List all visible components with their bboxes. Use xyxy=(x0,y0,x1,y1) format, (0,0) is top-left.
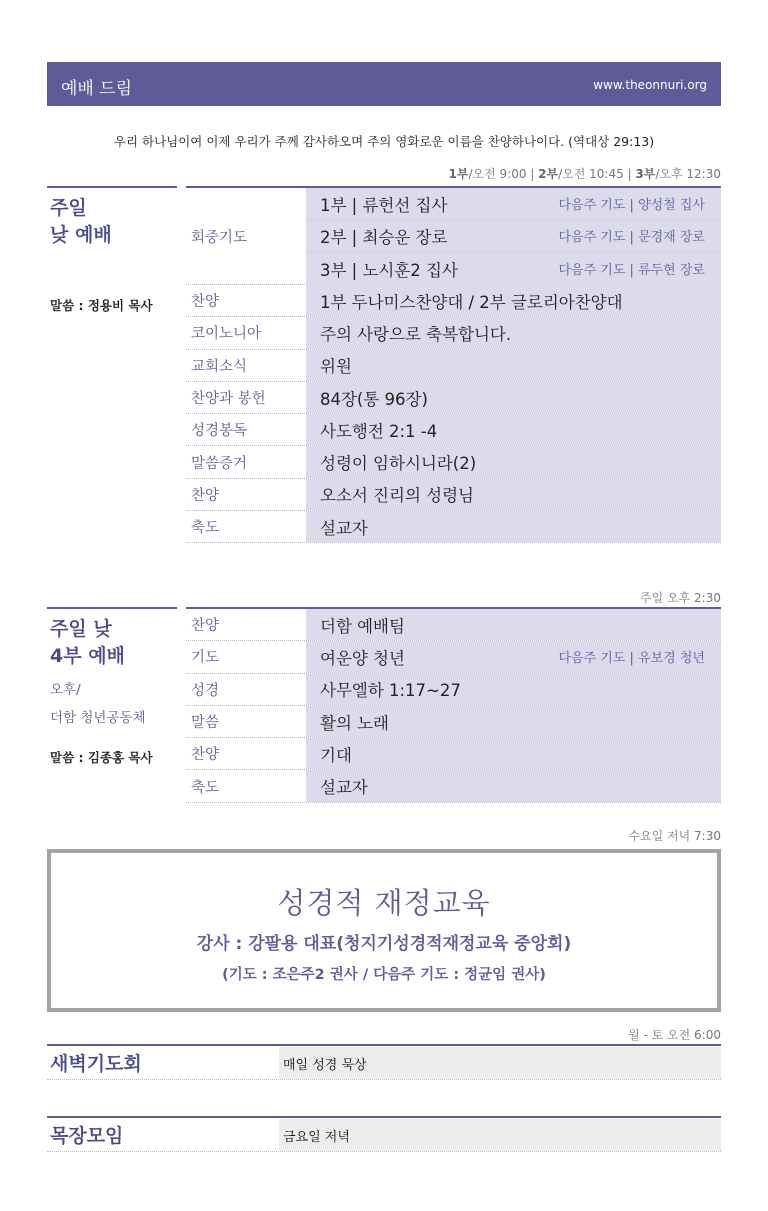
service1-title: 주일 낮 예배 xyxy=(50,197,112,246)
next-prayer-note: 다음주 기도 | 양성철 집사 xyxy=(558,198,705,214)
prayer-label: 회중기도 xyxy=(191,229,248,246)
next-prayer-note: 다음주 기도 | 류두현 장로 xyxy=(558,263,705,279)
order-row: 말씀 활의 노래 xyxy=(186,706,721,738)
page-header xyxy=(47,62,721,106)
cell-value: 금요일 저녁 xyxy=(279,1119,721,1151)
next-prayer-note: 다음주 기도 | 유보경 청년 xyxy=(558,651,705,667)
service2-title: 주일 낮 4부 예배 xyxy=(50,618,125,667)
prayer-row-2: 2부 | 최승운 장로 다음주 기도 | 문경재 장로 xyxy=(306,220,721,252)
order-row: 찬양 1부 두나미스찬양대 / 2부 글로리아찬양대 xyxy=(186,285,721,317)
service2-order xyxy=(186,609,721,803)
order-row: 코이노니아 주의 사랑으로 축복합니다. xyxy=(186,317,721,349)
order-row: 기도 여운양 청년 다음주 기도 | 유보경 청년 xyxy=(186,641,721,673)
service1-order xyxy=(186,188,721,543)
row-divider xyxy=(47,1151,721,1152)
dawn-value: 매일 성경 묵상 xyxy=(279,1047,721,1079)
dawn-time: 월 - 토 오전 6:00 xyxy=(628,1028,721,1042)
time-part-2: 2부 xyxy=(538,167,559,181)
order-row: 찬양 오소서 진리의 성령님 xyxy=(186,479,721,511)
order-row: 축도 설교자 xyxy=(186,511,721,543)
service1-times: 1부/오전 9:00 | 2부/오전 10:45 | 3부/오후 12:30 xyxy=(448,167,721,181)
section-divider xyxy=(47,607,177,609)
wednesday-box xyxy=(47,849,721,1012)
service1-speaker: 말씀 : 정용비 목사 xyxy=(50,298,153,313)
order-row: 축도 설교자 xyxy=(186,770,721,802)
wednesday-title: 성경적 재정교육 xyxy=(277,886,491,920)
wednesday-time: 수요일 저녁 7:30 xyxy=(628,829,721,843)
section-divider xyxy=(47,1044,721,1046)
order-row: 교회소식 위원 xyxy=(186,350,721,382)
service2-subtitle: 오후/ 더함 청년공동체 xyxy=(50,682,146,726)
order-row: 찬양 기대 xyxy=(186,738,721,770)
website-url[interactable]: www.theonnuri.org xyxy=(593,78,707,92)
order-row: 찬양 더함 예배팀 xyxy=(186,609,721,641)
cell-title: 목장모임 xyxy=(50,1125,124,1147)
time-part-3: 3부 xyxy=(635,167,656,181)
service2-speaker: 말씀 : 김종홍 목사 xyxy=(50,750,153,765)
header-title: 예배 드림 xyxy=(61,79,133,99)
next-prayer-note: 다음주 기도 | 문경재 장로 xyxy=(558,230,705,246)
time-part-1: 1부 xyxy=(448,167,469,181)
service2-time: 주일 오후 2:30 xyxy=(640,591,721,605)
wednesday-lecturer: 강사 : 강팔용 대표(청지기성경적재정교육 중앙회) xyxy=(196,934,572,954)
order-row: 성경봉독 사도행전 2:1 -4 xyxy=(186,414,721,446)
section-divider xyxy=(47,1116,721,1118)
wednesday-prayer: (기도 : 조은주2 권사 / 다음주 기도 : 정균임 권사) xyxy=(222,967,546,983)
prayer-group xyxy=(186,188,721,285)
scripture-verse: 우리 하나님이여 이제 우리가 주께 감사하오며 주의 영화로운 이름을 찬양하나이다. (역대상 29:13) xyxy=(113,134,655,149)
dawn-title: 새벽기도회 xyxy=(50,1053,142,1075)
section-divider xyxy=(47,186,177,188)
prayer-row-3: 3부 | 노시훈2 집사 다음주 기도 | 류두현 장로 xyxy=(306,253,721,285)
row-divider xyxy=(47,1079,721,1080)
order-row: 찬양과 봉헌 84장(통 96장) xyxy=(186,382,721,414)
order-row: 성경 사무엘하 1:17~27 xyxy=(186,674,721,706)
order-row: 말씀증거 성령이 임하시니라(2) xyxy=(186,446,721,478)
prayer-row-1: 1부 | 류헌선 집사 다음주 기도 | 양성철 집사 xyxy=(306,188,721,220)
